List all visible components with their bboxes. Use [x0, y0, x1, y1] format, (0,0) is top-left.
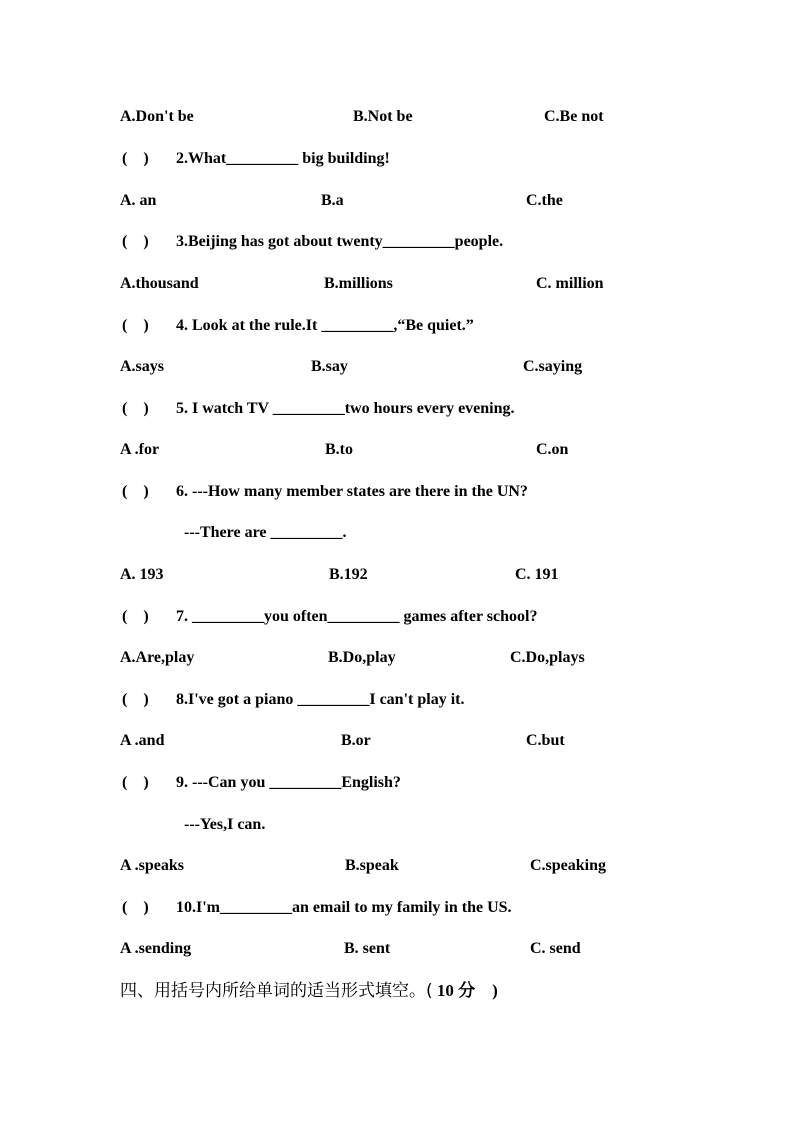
- q3-question: [0, 231, 794, 253]
- q1-options: [0, 106, 794, 128]
- q8-text: 8.I've got a piano _________I can't play it.: [176, 691, 465, 708]
- q10-option-a: A .sending: [120, 940, 192, 957]
- q6-question: [0, 481, 794, 503]
- q6-continuation-text: ---There are _________.: [184, 524, 347, 541]
- q9-options: [0, 855, 794, 877]
- q6-option-c: C. 191: [515, 566, 559, 583]
- q2-option-a: A. an: [120, 192, 157, 209]
- q6-continuation: [0, 522, 794, 544]
- q3-option-b: B.millions: [324, 275, 393, 292]
- q8-option-c: C.but: [526, 732, 565, 749]
- q8-option-b: B.or: [341, 732, 371, 749]
- q2-answer-bracket: ( ): [122, 150, 149, 167]
- q7-options: [0, 647, 794, 669]
- q9-answer-bracket: ( ): [122, 774, 149, 791]
- q10-question: [0, 897, 794, 919]
- q9-option-b: B.speak: [345, 857, 399, 874]
- q5-question: [0, 398, 794, 420]
- q2-option-b: B.a: [321, 192, 344, 209]
- q9-question: [0, 772, 794, 794]
- q7-question: [0, 606, 794, 628]
- q9-text: 9. ---Can you _________English?: [176, 774, 401, 791]
- q8-answer-bracket: ( ): [122, 691, 149, 708]
- q1-option-a: A.Don't be: [120, 108, 194, 125]
- q9-continuation: [0, 814, 794, 836]
- q6-text: 6. ---How many member states are there in the UN?: [176, 483, 528, 500]
- q8-question: [0, 689, 794, 711]
- section-4-heading: [120, 980, 498, 1002]
- q5-options: [0, 439, 794, 461]
- q4-option-b: B.say: [311, 358, 348, 375]
- q4-question: [0, 315, 794, 337]
- q3-option-c: C. million: [536, 275, 604, 292]
- q8-options: [0, 730, 794, 752]
- q10-options: [0, 938, 794, 960]
- q2-text: 2.What_________ big building!: [176, 150, 390, 167]
- q9-continuation-text: ---Yes,I can.: [184, 816, 266, 833]
- q3-text: 3.Beijing has got about twenty_________people.: [176, 233, 504, 250]
- q10-option-c: C. send: [530, 940, 581, 957]
- q4-options: [0, 356, 794, 378]
- q6-options: [0, 564, 794, 586]
- q3-options: [0, 273, 794, 295]
- q6-option-a: A. 193: [120, 566, 164, 583]
- q4-option-a: A.says: [120, 358, 165, 375]
- q7-option-b: B.Do,play: [328, 649, 396, 666]
- q6-answer-bracket: ( ): [122, 483, 149, 500]
- q6-option-b: B.192: [329, 566, 368, 583]
- q3-answer-bracket: ( ): [122, 233, 149, 250]
- q4-text: 4. Look at the rule.It _________,“Be quiet.”: [176, 317, 474, 334]
- q2-option-c: C.the: [526, 192, 563, 209]
- q4-option-c: C.saying: [523, 358, 583, 375]
- q1-option-b: B.Not be: [353, 108, 413, 125]
- q1-option-c: C.Be not: [544, 108, 604, 125]
- q5-answer-bracket: ( ): [122, 400, 149, 417]
- q8-option-a: A .and: [120, 732, 165, 749]
- q4-answer-bracket: ( ): [122, 317, 149, 334]
- q7-option-c: C.Do,plays: [510, 649, 585, 666]
- q7-answer-bracket: ( ): [122, 608, 149, 625]
- q9-option-a: A .speaks: [120, 857, 185, 874]
- q5-option-a: A .for: [120, 441, 160, 458]
- q2-options: [0, 190, 794, 212]
- q5-text: 5. I watch TV _________two hours every evening.: [176, 400, 515, 417]
- q5-option-c: C.on: [536, 441, 569, 458]
- q5-option-b: B.to: [325, 441, 353, 458]
- q10-option-b: B. sent: [344, 940, 391, 957]
- q7-text: 7. _________you often_________ games after school?: [176, 608, 538, 625]
- q2-question: [0, 148, 794, 170]
- section-4-points: 10 分 ): [432, 981, 498, 1000]
- section-4-title: 四、用括号内所给单词的适当形式填空。(: [120, 981, 433, 1001]
- q10-answer-bracket: ( ): [122, 899, 149, 916]
- q10-text: 10.I'm_________an email to my family in the US.: [176, 899, 512, 916]
- q3-option-a: A.thousand: [120, 275, 199, 292]
- q9-option-c: C.speaking: [530, 857, 607, 874]
- q7-option-a: A.Are,play: [120, 649, 195, 666]
